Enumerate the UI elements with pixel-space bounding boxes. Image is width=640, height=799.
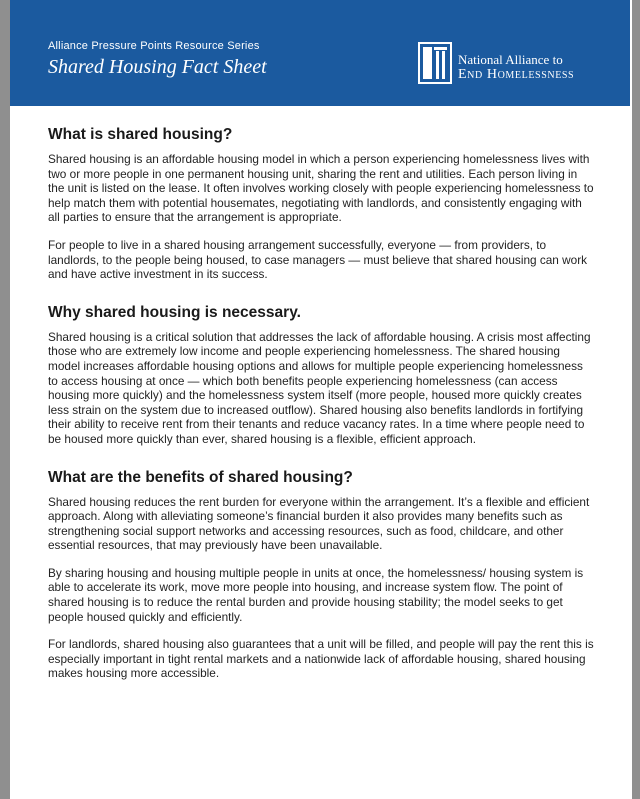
series-label: Alliance Pressure Points Resource Series	[48, 40, 260, 52]
paragraph: Shared housing is a critical solution that addresses the lack of affordable housing. A crisis most affecting those who are extremely low income and people experiencing homelessness. The shared housing model increases affordable housing options and allows for multiple people experiencing homelessness to access housing at once — which both benefits people experiencing homelessness (can access housing more quickly) and the homelessness system itself (more people, housed more quickly creates less strain on the system due to increased outflow). Shared housing also benefits landlords in fortifying their ability to receive rent from their tenants and reduce vacancy rates. In a time where people need to be housed more quickly than ever, shared housing is a flexible, efficient approach.	[48, 329, 591, 446]
section-heading: What are the benefits of shared housing?	[48, 468, 353, 486]
section-what-is	[48, 126, 594, 282]
logo-text-line2: End Homelessness	[458, 67, 575, 82]
building-pillar-icon	[418, 42, 452, 84]
page-title: Shared Housing Fact Sheet	[48, 56, 267, 78]
section-why-necessary	[48, 304, 594, 447]
section-benefits	[48, 469, 594, 682]
paragraph: By sharing housing and housing multiple people in units at once, the homelessness/ housing system is able to accelerate its work, move more people into housing, and increase system flow. The point of shared housing is to reduce the rental burden and provide housing stability; the model seeks to get people housed quickly and efficiently.	[48, 565, 584, 624]
section-heading: What is shared housing?	[48, 126, 233, 143]
header-banner	[10, 0, 630, 106]
document-body	[48, 126, 594, 694]
alliance-logo	[418, 40, 618, 88]
paragraph: Shared housing is an affordable housing model in which a person experiencing homelessness lives with two or more people in one permanent housing unit, sharing the rent and utilities. Each person living in the unit is listed on the lease. It often involves working closely with people experiencing homelessness to help match them with potential housemates, negotiating with landlords, and consistently engaging with all parties to ensure that the arrangement is appropriate.	[48, 152, 594, 225]
paragraph: Shared housing reduces the rent burden for everyone within the arrangement. It’s a flexible and efficient approach. Along with alleviating someone’s financial burden it also provides many benefits such as strengthening social support networks and accessing resources, such as food, childcare, and other essential resources, that may previously have been unavailable.	[48, 494, 590, 553]
paragraph: For landlords, shared housing also guarantees that a unit will be filled, and people will pay the rent this is especially important in tight rental markets and a nationwide lack of affordable housing, shared housing makes housing more accessible.	[48, 637, 594, 681]
paragraph: For people to live in a shared housing arrangement successfully, everyone — from providers, to landlords, to the people being housed, to case managers — must believe that shared housing can work and have active investment in its success.	[48, 237, 588, 282]
logo-text-line1: National Alliance to	[458, 52, 563, 67]
section-heading: Why shared housing is necessary.	[48, 303, 301, 321]
